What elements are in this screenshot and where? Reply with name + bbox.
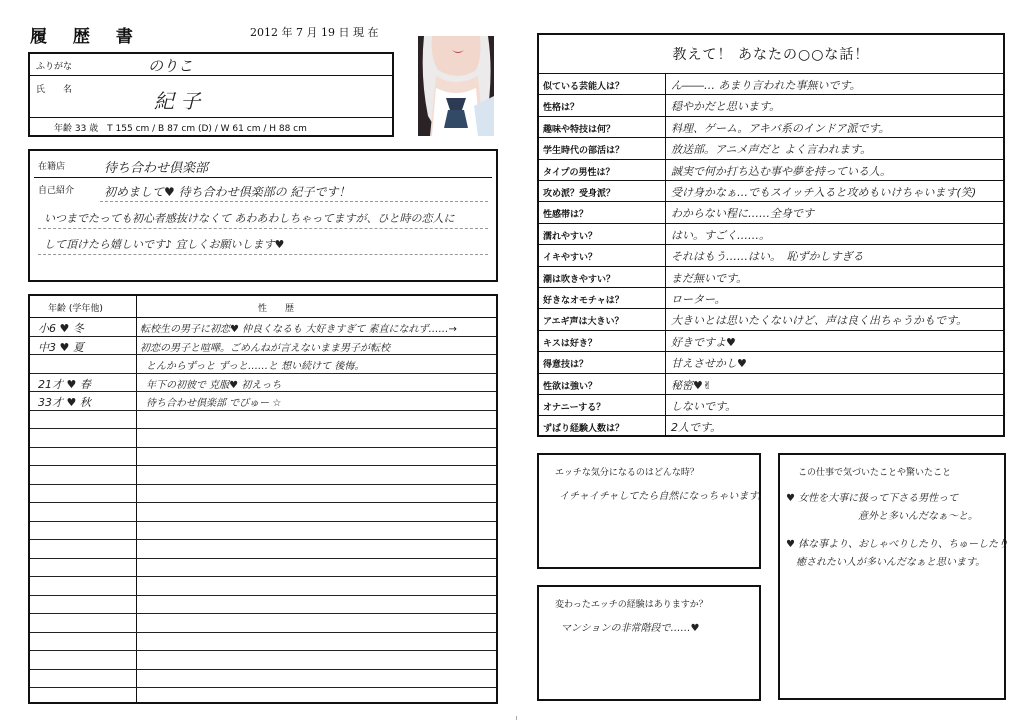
- name-row: [30, 76, 392, 118]
- stats-row: [30, 118, 392, 137]
- name-value: 紀 子: [154, 89, 201, 113]
- qa-answer: ん――… あまり言われた事無いです。: [671, 79, 861, 92]
- shop-label: 在籍店: [38, 162, 66, 172]
- intro-rule-2: [38, 228, 488, 229]
- qa-question: 好きなオモチャは？: [543, 296, 624, 306]
- history-text: 待ち合わせ倶楽部 でびゅー ☆: [146, 398, 282, 409]
- qa-row: [539, 245, 1003, 266]
- history-text: 年下の初彼で 克服♥ 初えっち: [146, 379, 282, 391]
- qa-question: ずばり経験人数は？: [543, 424, 625, 435]
- qa-question: タイプの男性は？: [543, 167, 615, 178]
- qa-answer: 料理、ゲーム。アキバ系のインドア派です。: [671, 121, 890, 135]
- job-question: この仕事で気づいたことや驚いたこと: [798, 468, 952, 478]
- history-text: とんからずっと ずっと……と 想い続けて 後悔。: [146, 361, 365, 372]
- qa-row: [539, 309, 1003, 330]
- history-row: [30, 411, 496, 430]
- mood-box: [537, 453, 768, 569]
- history-table: [28, 294, 498, 704]
- qa-row: [539, 267, 1003, 288]
- qa-row: [539, 352, 1003, 373]
- qa-question: イキやすい？: [543, 253, 598, 264]
- history-row: [30, 355, 496, 374]
- qa-question: 性感帯は？: [543, 210, 589, 221]
- qa-row: [539, 181, 1003, 202]
- qa-question: 性格は？: [543, 103, 580, 114]
- furigana-label: ふりがな: [36, 62, 73, 72]
- qa-answer: ローター。: [671, 293, 726, 306]
- history-col-age: 年齢 (学年他): [48, 304, 103, 314]
- intro-rule-1: [100, 201, 488, 202]
- qa-answer: 秘密♥✌: [671, 378, 713, 392]
- intro-line-1: 初めまして♥ 待ち合わせ倶楽部の 紀子です！: [104, 185, 351, 199]
- qa-answer: わからない程に……全身です: [671, 207, 814, 221]
- history-row: [30, 374, 496, 393]
- furigana-value: のりこ: [148, 57, 194, 75]
- shop-value: 待ち合わせ倶楽部: [104, 161, 209, 176]
- intro-line-3: して頂けたら嬉しいです♪ 宜しくお願いします♥: [44, 238, 285, 251]
- qa-row: [539, 95, 1003, 116]
- job-answer-line: 癒されたい人が多いんだなぁと思います。: [796, 557, 986, 568]
- qa-question: 似ている芸能人は？: [543, 82, 625, 92]
- qa-title: 教えて！ あなたの○○な話！: [539, 35, 1003, 74]
- qa-row: [539, 160, 1003, 181]
- history-age: 33才 ♥ 秋: [38, 396, 91, 409]
- job-answer-line: ♥ 体な事より、おしゃべりしたり、ちゅーしたり: [786, 539, 1009, 550]
- qa-row: [539, 138, 1003, 159]
- history-col-text: 性 歴: [258, 304, 295, 314]
- stats-value: 年齢 33 歳 T 155 cm / B 87 cm (D) / W 61 cm / H 88 cm: [54, 124, 307, 134]
- profile-photo: [418, 36, 494, 136]
- qa-row: [539, 395, 1003, 416]
- history-row: [30, 614, 496, 633]
- qa-row: [539, 288, 1003, 309]
- qa-question: 得意技は？: [543, 360, 589, 371]
- page-fold-mark: [516, 716, 520, 720]
- history-age: 小6 ♥ 冬: [38, 322, 84, 335]
- job-box: [778, 453, 1009, 700]
- qa-row: [539, 224, 1003, 245]
- experience-box: [537, 585, 761, 701]
- history-text: 転校生の男子に初恋♥ 仲良くなるも 大好きすぎて 素直になれず……→: [140, 324, 457, 335]
- qa-question: オナニーする？: [543, 403, 606, 413]
- profile-box: [28, 52, 394, 137]
- qa-answer: 2人です。: [671, 421, 722, 435]
- qa-question: 攻め派？受身派？: [543, 189, 616, 199]
- shop-divider: [34, 177, 492, 178]
- qa-answer: 受け身かなぁ…でもスイッチ入ると攻めもいけちゃいます(笑): [671, 186, 977, 199]
- history-row: [30, 540, 496, 559]
- qa-row: [539, 74, 1003, 95]
- qa-question: 濡れやすい？: [543, 231, 598, 242]
- history-row: [30, 337, 496, 356]
- history-row: [30, 596, 496, 615]
- photo-illustration: [418, 36, 494, 136]
- qa-answer: 穏やかだと思います。: [671, 100, 781, 114]
- history-header-row: [30, 296, 496, 318]
- qa-answer: まだ無いです。: [671, 271, 748, 285]
- experience-answer: マンションの非常階段で……♥: [561, 623, 700, 634]
- qa-question: 趣味や特技は何？: [543, 124, 616, 135]
- qa-answer: しないです。: [671, 400, 737, 413]
- mood-answer: イチャイチャしてたら自然になっちゃいます。: [559, 491, 768, 502]
- qa-question: アエギ声は大きい？: [543, 317, 624, 328]
- history-age: 中3 ♥ 夏: [38, 340, 84, 354]
- qa-row: [539, 202, 1003, 223]
- qa-box: [537, 33, 1005, 437]
- history-row: [30, 466, 496, 485]
- name-label: 氏 名: [36, 85, 73, 95]
- qa-answer: 甘えさせかし♥: [671, 357, 747, 371]
- history-row: [30, 503, 496, 522]
- document-title: 履 歴 書: [30, 27, 143, 47]
- qa-answer: 放送部。アニメ声だと よく言われます。: [671, 143, 872, 157]
- shop-intro-box: [28, 149, 498, 282]
- job-answer-line: ♥ 女性を大事に扱って下さる男性って: [786, 493, 959, 504]
- intro-label: 自己紹介: [38, 186, 75, 196]
- qa-question: 学生時代の部活は？: [543, 146, 625, 157]
- history-row: [30, 318, 496, 337]
- qa-row: [539, 117, 1003, 138]
- qa-row: [539, 374, 1003, 395]
- qa-answer: 誠実で何か打ち込む事や夢を持っている人。: [671, 164, 891, 178]
- intro-rule-3: [38, 254, 488, 255]
- furigana-row: [30, 54, 392, 76]
- qa-answer: 大きいとは思いたくないけど、声は良く出ちゃうかもです。: [671, 314, 968, 328]
- qa-question: キスは好き？: [543, 338, 597, 349]
- qa-question: 性欲は強い？: [543, 381, 598, 392]
- history-row: [30, 633, 496, 652]
- history-row: [30, 448, 496, 467]
- history-row: [30, 651, 496, 670]
- history-row: [30, 670, 496, 689]
- qa-answer: はい。すごく……。: [671, 228, 770, 242]
- intro-line-2: いつまでたっても初心者感抜けなくて あわあわしちゃってますが、ひと時の恋人に: [44, 212, 455, 225]
- document-date: 2012 年 7 月 19 日 現 在: [250, 26, 379, 39]
- history-row: [30, 559, 496, 578]
- experience-question: 変わったエッチの経験はありますか？: [555, 600, 708, 610]
- mood-question: エッチな気分になるのはどんな時？: [555, 468, 699, 478]
- history-row: [30, 429, 496, 448]
- history-row: [30, 577, 496, 596]
- qa-answer: それはもう……はい。 恥ずかしすぎる: [671, 250, 864, 264]
- qa-answer: 好きですよ♥: [671, 335, 736, 349]
- qa-row: [539, 416, 1003, 437]
- history-row: [30, 485, 496, 504]
- qa-question: 潮は吹きやすい？: [543, 274, 616, 285]
- history-row: [30, 522, 496, 541]
- history-text: 初恋の男子と喧嘩。ごめんねが言えないまま男子が転校: [140, 342, 390, 354]
- qa-row: [539, 331, 1003, 352]
- history-row: [30, 392, 496, 411]
- history-age: 21才 ♥ 春: [38, 377, 91, 391]
- job-answer-line: 意外と多いんだなぁ～と。: [858, 511, 978, 522]
